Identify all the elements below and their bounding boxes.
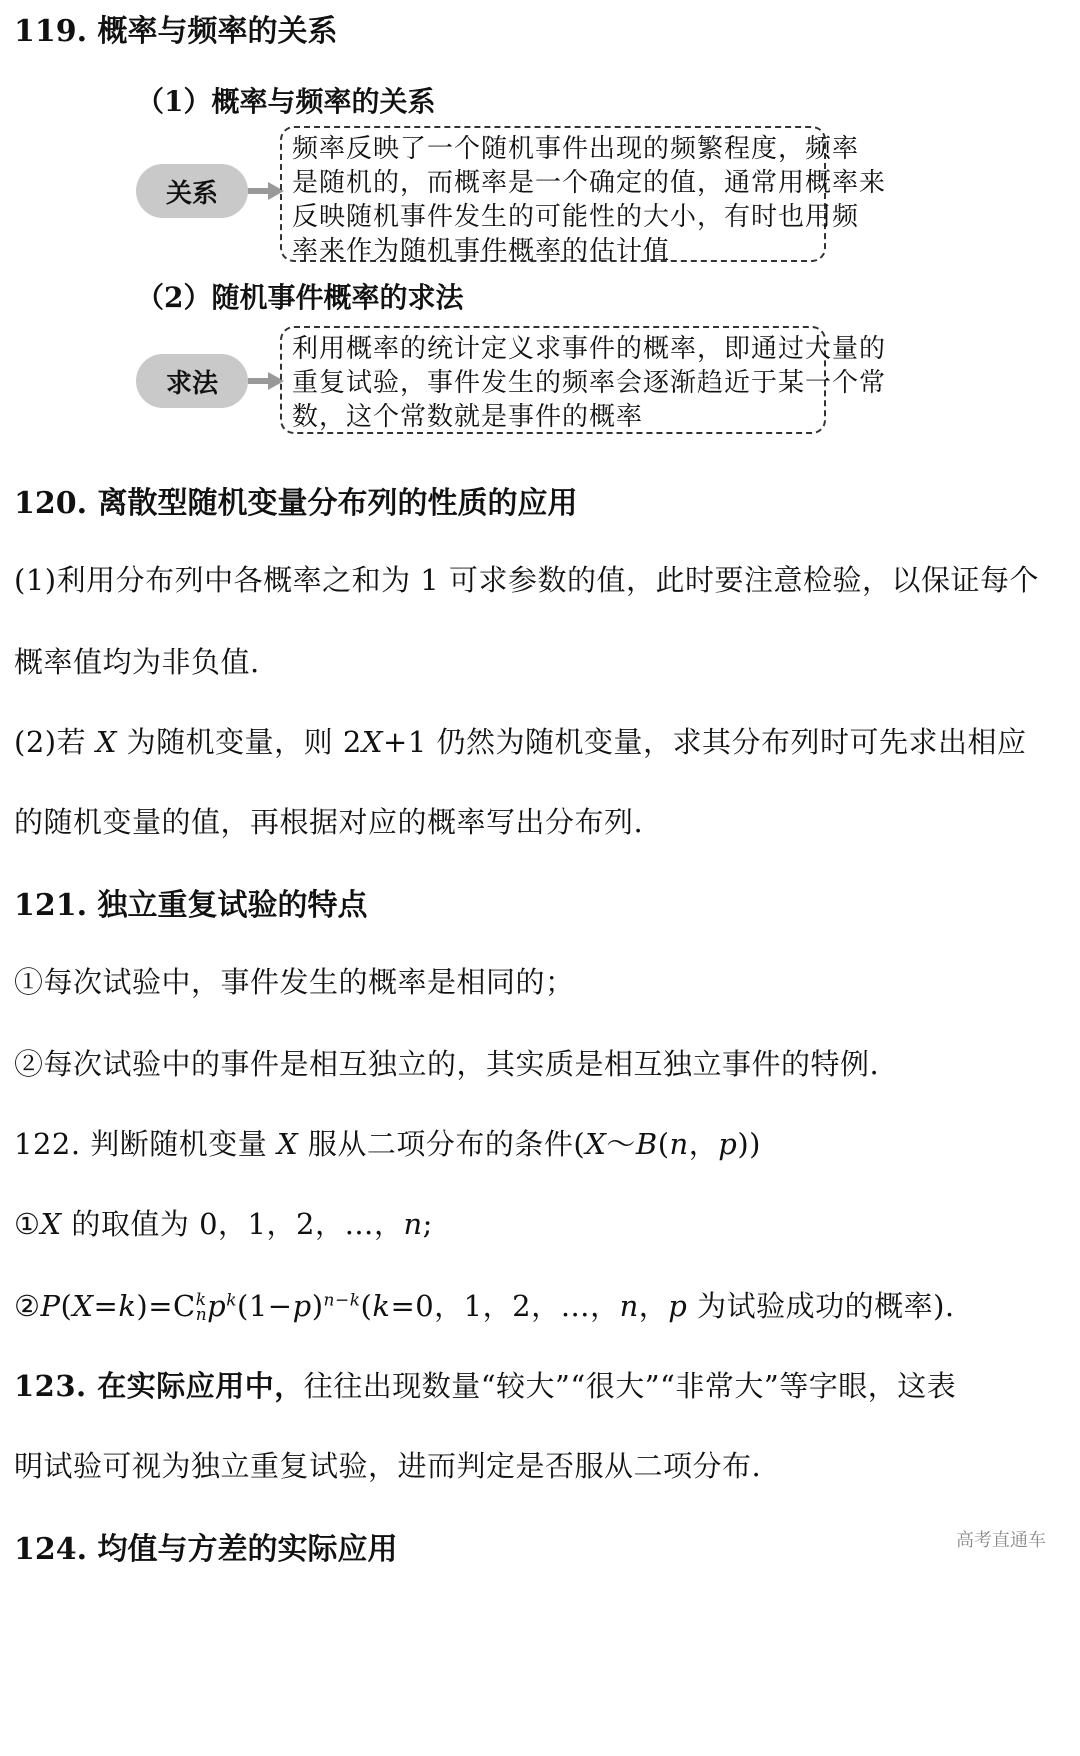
watermark: 高考直通车 <box>956 1530 1046 1551</box>
subheading-relation: （1）概率与频率的关系 <box>136 85 436 118</box>
para-120-1a: (1)利用分布列中各概率之和为 1 可求参数的值，此时要注意检验，以保证每个 <box>14 563 1039 597</box>
relation-line-4: 率来作为随机事件概率的估计值 <box>292 236 671 266</box>
item-122-2: ②P(X=k)=C k n $p^k(1-p)^{n-k}(k=0$，1，2，…，n，p 为试验成功的概率). <box>14 1289 955 1325</box>
arrow-right-icon <box>248 182 284 200</box>
method-line-1: 利用概率的统计定义求事件的概率，即通过大量的 <box>292 334 887 364</box>
item-121-1: ①每次试验中，事件发生的概率是相同的； <box>14 965 575 999</box>
section-123-line-2: 明试验可视为独立重复试验，进而判定是否服从二项分布. <box>14 1449 762 1483</box>
item-122-1: ①X 的取值为 0，1，2，…，n; <box>14 1207 433 1241</box>
relation-box <box>280 126 887 266</box>
section-124-title: 124. 均值与方差的实际应用 <box>14 1532 398 1567</box>
para-120-1b: 概率值均为非负值. <box>14 645 260 679</box>
relation-line-1: 频率反映了一个随机事件出现的频繁程度，频率 <box>292 134 860 164</box>
relation-line-3: 反映随机事件发生的可能性的大小，有时也用频 <box>292 202 860 232</box>
para-120-2a: (2)若 X 为随机变量，则 2X+1 仍然为随机变量，求其分布列时可先求出相应 <box>14 725 1027 759</box>
pill-method: 求法 <box>136 354 248 408</box>
relation-line-2: 是随机的，而概率是一个确定的值，通常用概率来 <box>292 168 887 198</box>
para-120-2b: 的随机变量的值，再根据对应的概率写出分布列. <box>14 805 644 839</box>
item-121-2: ②每次试验中的事件是相互独立的，其实质是相互独立事件的特例. <box>14 1047 880 1081</box>
pill-relation: 关系 <box>136 164 248 218</box>
method-box <box>280 326 887 434</box>
section-121-title: 121. 独立重复试验的特点 <box>14 888 368 923</box>
method-line-3: 数，这个常数就是事件的概率 <box>292 402 644 432</box>
method-line-2: 重复试验，事件发生的频率会逐渐趋近于某一个常 <box>292 368 887 398</box>
section-120-title: 120. 离散型随机变量分布列的性质的应用 <box>14 486 578 521</box>
section-119-title: 119. 概率与频率的关系 <box>14 14 338 49</box>
section-123-line-1: 123. 在实际应用中，往往出现数量“较大”“很大”“非常大”等字眼，这表 <box>14 1369 957 1403</box>
arrow-right-icon <box>248 372 284 390</box>
subheading-method: （2）随机事件概率的求法 <box>136 281 464 314</box>
section-122-title: 122. 判断随机变量 X 服从二项分布的条件(X～B(n，p)) <box>14 1127 761 1161</box>
